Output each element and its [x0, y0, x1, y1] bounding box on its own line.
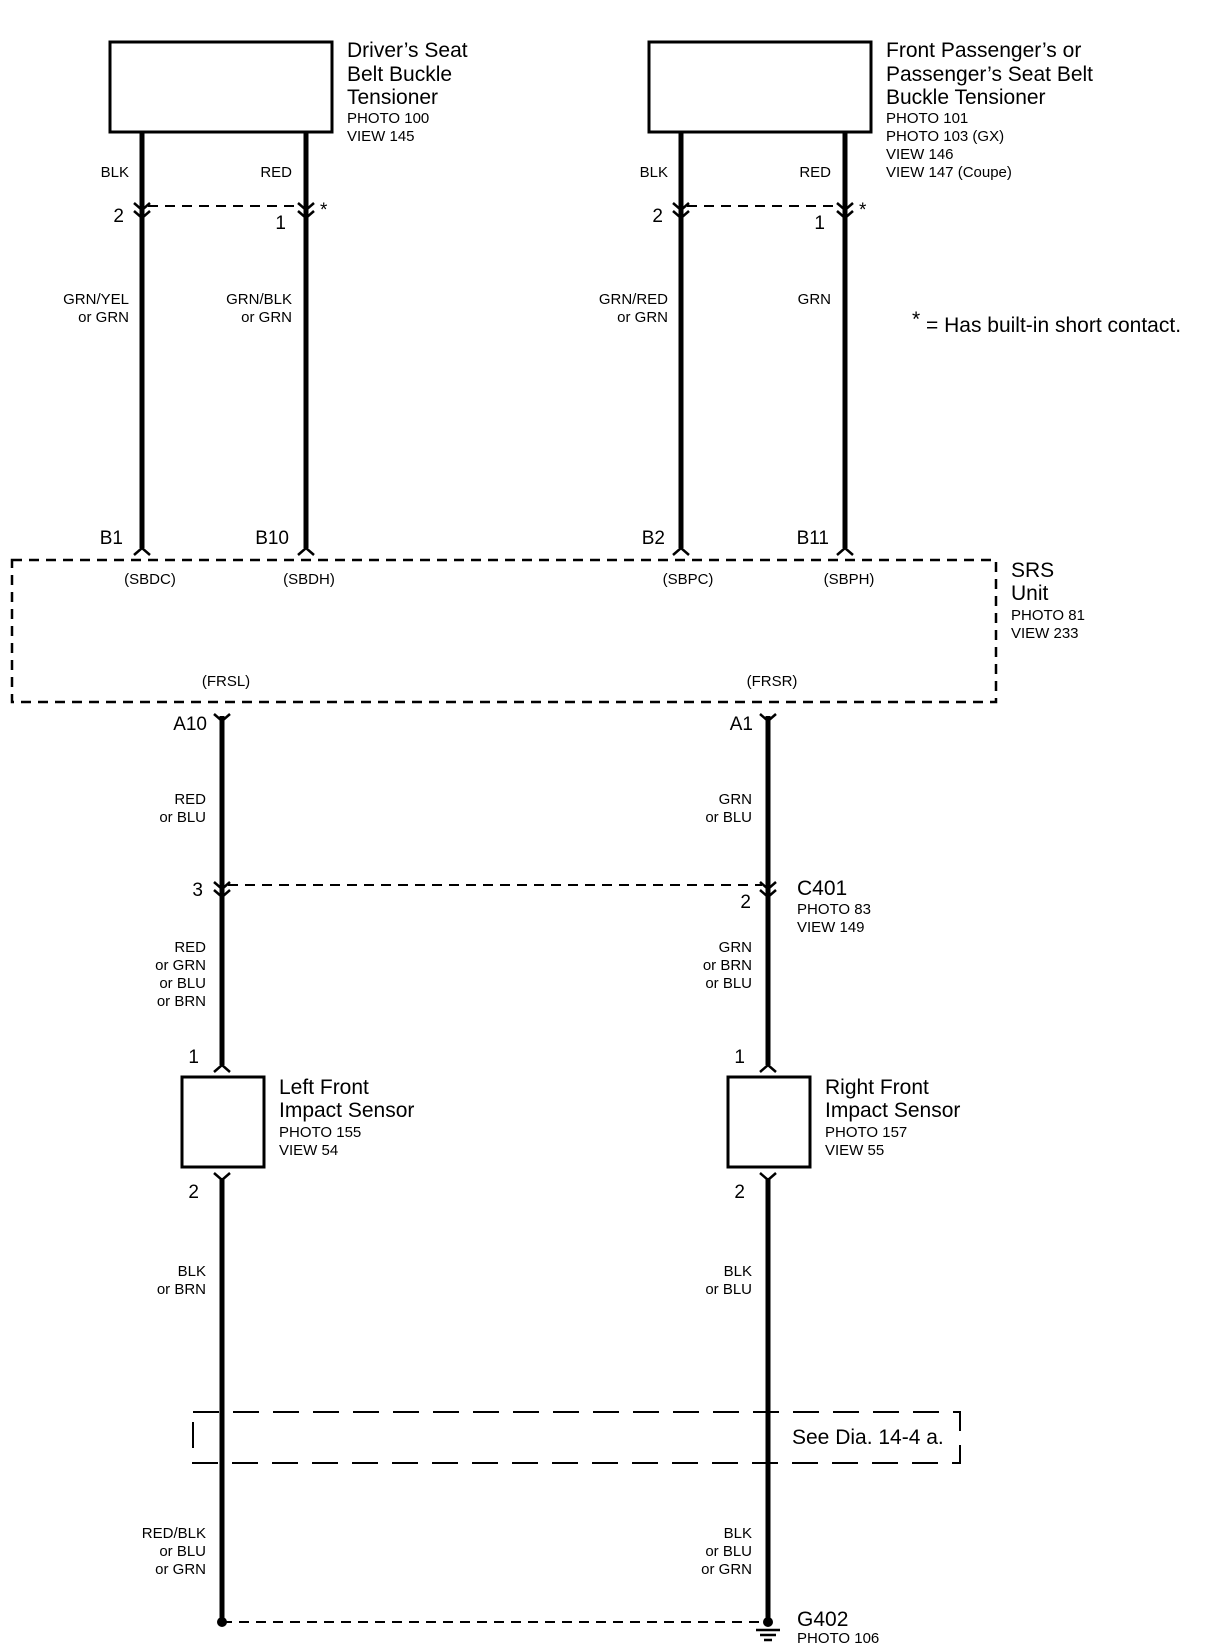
wire-label: or BLU [705, 1281, 752, 1298]
srs-unit-view: VIEW 233 [1011, 625, 1079, 642]
driver-tensioner-name: Belt Buckle [347, 63, 453, 86]
wire-label: or BLU [159, 809, 206, 826]
driver-tensioner-photo: PHOTO 100 [347, 110, 430, 127]
pin-number: 1 [814, 213, 825, 234]
passenger-tensioner-name: Passenger’s Seat Belt [886, 63, 1094, 86]
wire-label: or BRN [702, 957, 752, 974]
passenger-tensioner-name: Front Passenger’s or [886, 39, 1082, 62]
pin-number: 1 [275, 213, 286, 234]
right-sensor-photo: PHOTO 157 [825, 1124, 908, 1141]
driver-tensioner-box [110, 42, 332, 132]
wire-label: GRN/YEL [63, 291, 129, 308]
wire-label: or GRN [78, 309, 129, 326]
pin-number: 1 [734, 1047, 745, 1068]
wire-label: or GRN [701, 1561, 752, 1578]
pin-number: 2 [740, 892, 751, 913]
pin-number: A10 [173, 714, 207, 735]
wire-label: or BLU [159, 1543, 206, 1560]
terminal-label: (SBDH) [283, 571, 335, 588]
wire-label: BLK [100, 164, 129, 181]
short-contact-star: * [320, 200, 328, 221]
wire-label: GRN [718, 791, 752, 808]
wire-label: or GRN [155, 957, 206, 974]
pin-number: B2 [641, 528, 665, 549]
pin-number: 3 [192, 880, 203, 901]
right-sensor-name: Impact Sensor [825, 1099, 961, 1122]
passenger-tensioner-photo-gx: PHOTO 103 (GX) [886, 128, 1005, 145]
legend-text: = Has built-in short contact. [926, 314, 1182, 337]
wire-label: or BLU [159, 975, 206, 992]
pin-number: B10 [255, 528, 289, 549]
wire-label: or BLU [705, 1543, 752, 1560]
ground-icon [756, 1630, 780, 1640]
wire-label: or GRN [155, 1561, 206, 1578]
c401-name: C401 [797, 877, 848, 900]
g402-photo: PHOTO 106 [797, 1630, 880, 1646]
terminal-label: (FRSL) [201, 673, 251, 690]
wire-label: RED [174, 791, 206, 808]
wire-label: BLK [723, 1263, 752, 1280]
pin-number: 2 [734, 1182, 745, 1203]
wire-label: or BRN [156, 1281, 206, 1298]
wire-label: GRN/BLK [226, 291, 292, 308]
pin-number: B1 [99, 528, 123, 549]
wire-label: RED [174, 939, 206, 956]
wire-label: BLK [639, 164, 668, 181]
driver-tensioner-name: Driver’s Seat [347, 39, 468, 62]
pin-symbol [134, 548, 150, 555]
c401-photo: PHOTO 83 [797, 901, 871, 918]
terminal-label: (SBPH) [823, 571, 875, 588]
srs-unit-photo: PHOTO 81 [1011, 607, 1085, 624]
wire-label: GRN/RED [598, 291, 668, 308]
wire-label: or BLU [705, 809, 752, 826]
wire-label: GRN [797, 291, 831, 308]
pin-number: A1 [729, 714, 753, 735]
passenger-tensioner-box [649, 42, 871, 132]
ground-point [763, 1617, 773, 1627]
wire-label: RED/BLK [141, 1525, 206, 1542]
left-sensor-name: Left Front [279, 1076, 369, 1099]
driver-tensioner-view: VIEW 145 [347, 128, 415, 145]
pin-number: 2 [113, 206, 124, 227]
c401-view: VIEW 149 [797, 919, 865, 936]
wire-label: GRN [718, 939, 752, 956]
terminal-label: (FRSR) [746, 673, 798, 690]
right-sensor-view: VIEW 55 [825, 1142, 885, 1159]
driver-tensioner-name: Tensioner [347, 86, 439, 109]
g402-name: G402 [797, 1608, 849, 1631]
see-diagram-label: See Dia. 14-4 a. [792, 1426, 944, 1449]
pin-symbol [298, 548, 314, 555]
terminal-label: (SBDC) [124, 571, 176, 588]
pin-symbol [760, 1065, 776, 1072]
left-sensor-photo: PHOTO 155 [279, 1124, 362, 1141]
passenger-tensioner-view-coupe: VIEW 147 (Coupe) [886, 164, 1012, 181]
passenger-tensioner-photo: PHOTO 101 [886, 110, 969, 127]
left-sensor-view: VIEW 54 [279, 1142, 339, 1159]
right-sensor-name: Right Front [825, 1076, 929, 1099]
legend-star: * [912, 308, 921, 331]
terminal-label: (SBPC) [662, 571, 714, 588]
left-sensor-name: Impact Sensor [279, 1099, 415, 1122]
left-impact-sensor-box [182, 1077, 264, 1167]
pin-number: 1 [188, 1047, 199, 1068]
pin-symbol [837, 548, 853, 555]
wire-label: or BLU [705, 975, 752, 992]
pin-number: B11 [796, 528, 829, 549]
srs-unit-name: Unit [1011, 582, 1049, 605]
wire-label: or GRN [617, 309, 668, 326]
wire-label: RED [260, 164, 292, 181]
wire-label: RED [799, 164, 831, 181]
pin-symbol [673, 548, 689, 555]
srs-unit-name: SRS [1011, 559, 1055, 582]
splice-point [217, 1617, 227, 1627]
wire-label: BLK [177, 1263, 206, 1280]
wire-label: or GRN [241, 309, 292, 326]
right-impact-sensor-box [728, 1077, 810, 1167]
passenger-tensioner-view: VIEW 146 [886, 146, 954, 163]
short-contact-star: * [859, 200, 867, 221]
pin-number: 2 [652, 206, 663, 227]
wire-label: or BRN [156, 993, 206, 1010]
pin-number: 2 [188, 1182, 199, 1203]
pin-symbol [214, 1065, 230, 1072]
wire-label: BLK [723, 1525, 752, 1542]
passenger-tensioner-name: Buckle Tensioner [886, 86, 1046, 109]
